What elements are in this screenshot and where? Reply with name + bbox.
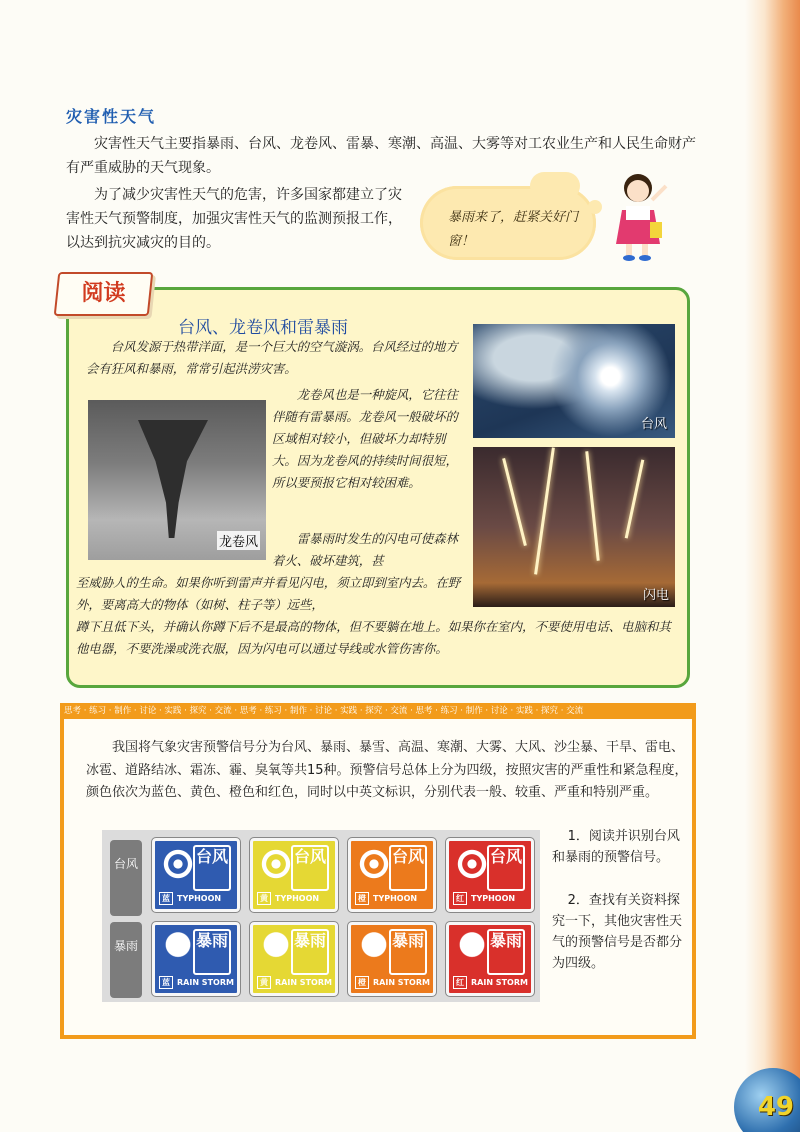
sign-english-text: 橙 RAIN STORM: [351, 973, 433, 993]
sign-english-text: 红 RAIN STORM: [449, 973, 531, 993]
intro-paragraph: 灾害性天气主要指暴雨、台风、龙卷风、雷暴、寒潮、高温、大雾等对工农业生产和人民生命财产有严重威胁的天气现象。: [66, 136, 696, 176]
page-edge-decoration: [745, 0, 800, 1132]
sign-chinese-text: 台风: [291, 845, 329, 891]
girl-illustration: [608, 170, 678, 262]
row-label-typhoon: 台风: [110, 840, 142, 916]
sign-level-text: 蓝: [159, 892, 173, 905]
reading-tornado-text: 龙卷风也是一种旋风，它往往伴随有雷暴雨。龙卷风一般破坏的区域相对较小，但破坏力却特别大。因为龙卷风的持续时间很短，所以要预报它相对较困难。: [272, 387, 458, 490]
reading-lightning-text: 雷暴雨时发生的闪电可使森林着火、破坏建筑，甚: [272, 531, 458, 568]
sign-chinese-text: 暴雨: [389, 929, 427, 975]
sign-chinese-text: 暴雨: [291, 929, 329, 975]
typhoon-photo-label: 台风: [640, 417, 667, 432]
reading-lightning-text-3: 蹲下且低下头，并确认你蹲下后不是最高的物体，但不要躺在地上。如果你在室内，不要使用电话、电脑和其他电器，不要洗澡或洗衣服，因为闪电可以通过导线或水管伤害你。: [76, 619, 671, 656]
rainstorm-warning-sign: [348, 922, 436, 996]
reading-tag: [54, 272, 154, 316]
sign-english-text: 蓝 TYPHOON: [155, 889, 237, 909]
question-2: 2．查找有关资料探究一下，其他灾害性天气的预警信号是否都分为四级。: [552, 893, 683, 971]
page-number: 49: [757, 1092, 794, 1122]
sign-level-text: 黄: [257, 976, 271, 989]
typhoon-warning-sign: [250, 838, 338, 912]
rain-cloud-icon: [455, 931, 489, 965]
typhoon-warning-sign: [348, 838, 436, 912]
reading-tag-label: 阅读: [81, 281, 126, 306]
sign-english-text: 红 TYPHOON: [449, 889, 531, 909]
rain-cloud-icon: [161, 931, 195, 965]
lightning-bolt: [585, 451, 599, 561]
sign-english-text: 黄 TYPHOON: [253, 889, 335, 909]
sign-level-text: 红: [453, 976, 467, 989]
sign-english-text: 橙 TYPHOON: [351, 889, 433, 909]
sign-chinese-text: 台风: [487, 845, 525, 891]
typhoon-swirl-icon: [357, 847, 391, 881]
reading-title: 台风、龙卷风和雷暴雨: [178, 318, 348, 338]
sign-chinese-text: 暴雨: [487, 929, 525, 975]
lightning-photo: [473, 447, 675, 607]
typhoon-warning-sign: [152, 838, 240, 912]
row-label-rainstorm: 暴雨: [110, 922, 142, 998]
sign-level-text: 红: [453, 892, 467, 905]
sign-level-text: 橙: [355, 892, 369, 905]
lightning-photo-label: 闪电: [642, 588, 669, 603]
sign-level-text: 橙: [355, 976, 369, 989]
lightning-bolt: [534, 447, 555, 574]
typhoon-photo: [473, 324, 675, 438]
sign-english-text: 黄 RAIN STORM: [253, 973, 335, 993]
speech-bubble-text: 暴雨来了，赶紧关好门窗！: [448, 210, 579, 249]
rainstorm-warning-sign: [446, 922, 534, 996]
reading-lightning-text-2: 至威胁人的生命。如果你听到雷声并看见闪电，须立即到室内去。在野外，要离高大的物体（如树、柱子等）远些，: [76, 575, 461, 612]
sign-chinese-text: 台风: [389, 845, 427, 891]
question-1: 1．阅读并识别台风和暴雨的预警信号。: [552, 829, 680, 865]
warning-system-paragraph: 为了减少灾害性天气的危害，许多国家都建立了灾害性天气预警制度，加强灾害性天气的监测预报工作，以达到抗灾减灾的目的。: [66, 187, 402, 251]
rain-cloud-icon: [259, 931, 293, 965]
tornado-photo: [88, 400, 266, 560]
rain-cloud-icon: [357, 931, 391, 965]
section-title: 灾害性天气: [66, 107, 157, 126]
lightning-bolt: [502, 458, 527, 546]
rainstorm-warning-sign: [250, 922, 338, 996]
sign-english-text: 蓝 RAIN STORM: [155, 973, 237, 993]
reading-typhoon-text: 台风发源于热带洋面，是一个巨大的空气漩涡。台风经过的地方会有狂风和暴雨，常常引起洪涝灾害。: [86, 339, 458, 376]
typhoon-swirl-icon: [455, 847, 489, 881]
sign-level-text: 蓝: [159, 976, 173, 989]
typhoon-swirl-icon: [259, 847, 293, 881]
typhoon-swirl-icon: [161, 847, 195, 881]
typhoon-warning-sign: [446, 838, 534, 912]
sign-level-text: 黄: [257, 892, 271, 905]
activity-header-strip: 思考 · 练习 · 制作 · 讨论 · 实践 · 探究 · 交流 · 思考 · 练习 · 制作 · 讨论 · 实践 · 探究 · 交流 · 思考 · 练习 · 制作 · 讨论 · 实践 · 探究 · 交流: [60, 703, 696, 719]
sign-chinese-text: 暴雨: [193, 929, 231, 975]
rainstorm-warning-sign: [152, 922, 240, 996]
tornado-photo-label: 龙卷风: [217, 531, 260, 550]
sign-chinese-text: 台风: [193, 845, 231, 891]
lightning-bolt: [625, 460, 645, 539]
activity-text: 我国将气象灾害预警信号分为台风、暴雨、暴雪、高温、寒潮、大雾、大风、沙尘暴、干旱、雷电、冰雹、道路结冰、霜冻、霾、臭氧等共15种。预警信号总体上分为四级，按照灾害的严重性和紧急程度，颜色依次为蓝色、黄色、橙色和红色，同时以中英文标识，分别代表一般、较重、严重和特别严重。: [86, 740, 688, 800]
tornado-funnel: [138, 420, 208, 538]
